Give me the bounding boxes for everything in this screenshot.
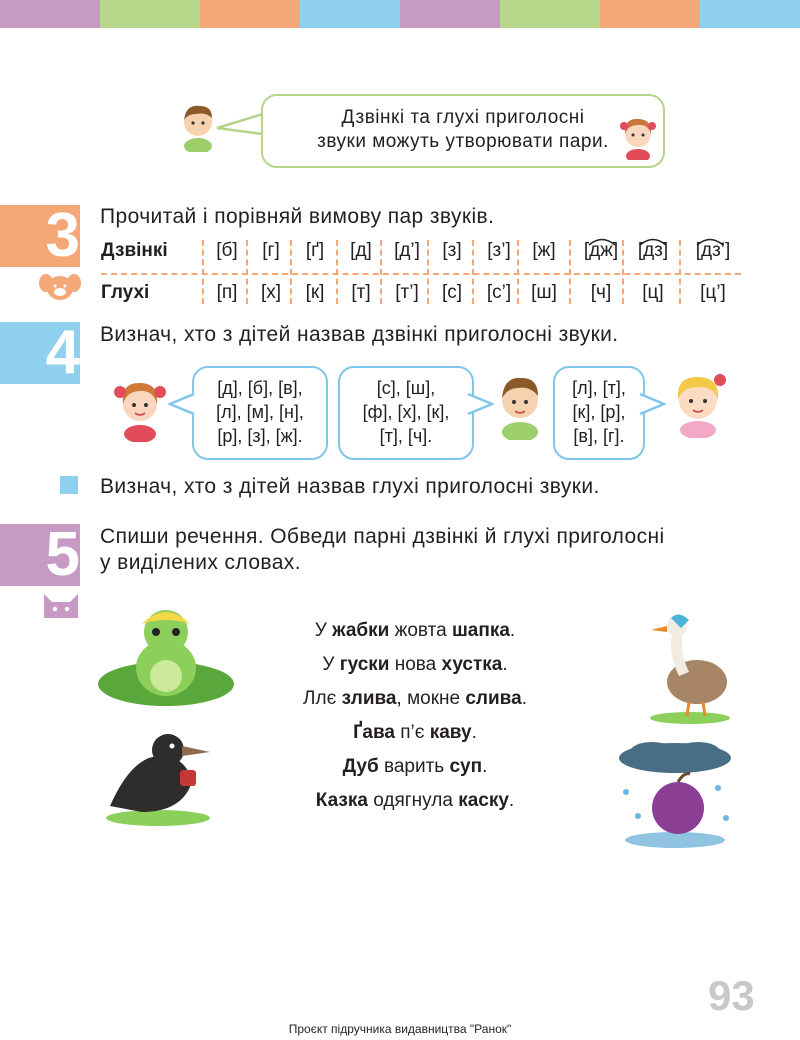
voiceless-sound-cell: [с’] <box>486 282 512 303</box>
sentence-text: . <box>502 654 508 675</box>
voiceless-sound-cell: [ч] <box>590 282 612 303</box>
voiced-label: Дзвінкі <box>101 240 168 261</box>
highlighted-word: Дуб <box>342 756 379 777</box>
voiced-sound-cell: [ж] <box>532 240 556 261</box>
voiceless-sound-cell: [т’] <box>395 282 419 303</box>
girl-illustration <box>618 112 658 160</box>
girl-right-illustration <box>664 366 734 438</box>
voiceless-sound-cell: [т] <box>351 282 371 303</box>
girl-left-illustration <box>112 370 168 442</box>
boy-illustration <box>178 100 218 152</box>
sentence-line <box>235 688 595 710</box>
footer-text: Проєкт підручника видавництва "Ранок" <box>288 1022 512 1036</box>
top-bar-segment <box>700 0 800 28</box>
bubble-3-text: [л], [т], [к], [р], [в], [г]. <box>572 378 626 446</box>
bubble-2-text: [с], [ш], [ф], [х], [к], [т], [ч]. <box>362 378 450 446</box>
sentence-text: п’є <box>394 722 430 743</box>
bubble-3-tail <box>638 392 666 416</box>
highlighted-word: Ґава <box>353 722 395 743</box>
bubble-tail <box>215 112 265 138</box>
sentence-line <box>235 620 595 642</box>
sentence-line <box>235 756 595 778</box>
affricate-arc-mark <box>638 236 668 246</box>
sentence-text: . <box>509 620 516 641</box>
sentence-text: . <box>521 688 527 709</box>
table-column-divider <box>569 240 571 304</box>
sentence-text: Ллє <box>303 688 342 709</box>
speech-bubble-1 <box>192 366 328 460</box>
table-column-divider <box>380 240 382 304</box>
task-3-instruction: Прочитай і порівняй вимову пар звуків. <box>100 205 495 228</box>
sentence-line <box>235 790 595 812</box>
task-4-extra-marker <box>60 476 78 494</box>
top-bar-segment <box>100 0 200 28</box>
task-5-number: 5 <box>45 520 80 589</box>
top-color-bar <box>0 0 800 28</box>
task-4-extra-instruction: Визнач, хто з дітей назвав глухі приголосні звуки. <box>100 475 600 498</box>
task-4-number: 4 <box>45 318 80 387</box>
voiced-sound-cell: [з’] <box>487 240 511 261</box>
sentence-text: нова <box>389 654 442 675</box>
table-column-divider <box>246 240 248 304</box>
crow-illustration <box>102 726 217 826</box>
top-bar-segment <box>500 0 600 28</box>
sentence-text: У <box>322 654 340 675</box>
task-5-instruction-line1: Спиши речення. Обведи парні дзвінкі й глухі приголосні <box>100 525 665 548</box>
task-5-instruction-line2: у виділених словах. <box>100 551 301 574</box>
rain-cloud-plum-illustration <box>614 742 736 850</box>
voiceless-sound-cell: [ц] <box>642 282 664 303</box>
voiced-sound-cell: [б] <box>216 240 238 261</box>
table-column-divider <box>336 240 338 304</box>
boy-middle-illustration <box>492 368 548 440</box>
task-4-instruction: Визнач, хто з дітей назвав дзвінкі приголосні звуки. <box>100 323 619 346</box>
voiceless-sound-cell: [х] <box>260 282 282 303</box>
sentence-text: варить <box>378 756 450 777</box>
table-column-divider <box>679 240 681 304</box>
highlighted-word: суп <box>449 756 483 777</box>
highlighted-word: жабки <box>332 620 390 641</box>
rule-text: Дзвінкі та глухі приголосні звуки можуть утворювати пари. <box>317 107 609 152</box>
voiced-sound-cell: [ґ] <box>305 240 325 261</box>
voiceless-label: Глухі <box>101 282 150 303</box>
top-bar-segment <box>0 0 100 28</box>
frog-illustration <box>96 598 236 710</box>
table-column-divider <box>202 240 204 304</box>
sentence-text: , мокне <box>396 688 466 709</box>
voiceless-sound-cell: [с] <box>441 282 463 303</box>
sentence-text: . <box>471 722 477 743</box>
sentence-line <box>235 654 595 676</box>
sentence-text: . <box>482 756 488 777</box>
table-row-divider <box>101 273 741 275</box>
speech-bubble-3 <box>553 366 645 460</box>
voiced-sound-cell: [д] <box>350 240 372 261</box>
sentence-text: . <box>508 790 515 811</box>
sentence-line <box>235 722 595 744</box>
sentence-text: жовта <box>389 620 452 641</box>
voiceless-sound-cell: [к] <box>305 282 325 303</box>
highlighted-word: Казка <box>315 790 368 811</box>
highlighted-word: каву <box>429 722 472 743</box>
speech-bubble-2 <box>338 366 474 460</box>
table-column-divider <box>472 240 474 304</box>
voiceless-sound-cell: [п] <box>216 282 238 303</box>
voiceless-sound-cell: [ш] <box>531 282 557 303</box>
top-bar-segment <box>300 0 400 28</box>
voiced-sound-cell: [дз] <box>637 240 669 261</box>
affricate-arc-mark <box>695 236 725 246</box>
task-3-number: 3 <box>45 201 80 270</box>
bubble-1-text: [д], [б], [в], [л], [м], [н], [р], [з], [ж]. <box>216 378 304 446</box>
highlighted-word: злива <box>341 688 397 709</box>
voiced-sound-cell: [г] <box>262 240 280 261</box>
voiced-sound-cell: [дж] <box>583 240 619 261</box>
top-bar-segment <box>400 0 500 28</box>
page-number: 93 <box>708 972 755 1019</box>
dog-icon <box>38 268 82 304</box>
highlighted-word: хустка <box>441 654 503 675</box>
voiced-sound-cell: [дз’] <box>695 240 731 261</box>
bubble-1-tail <box>168 392 196 416</box>
voiced-sound-cell: [з] <box>442 240 462 261</box>
highlighted-word: шапка <box>451 620 510 641</box>
highlighted-word: каску <box>458 790 509 811</box>
goose-illustration <box>645 612 735 724</box>
sentence-text: У <box>314 620 333 641</box>
rule-bubble <box>261 94 665 168</box>
top-bar-segment <box>600 0 700 28</box>
highlighted-word: слива <box>465 688 522 709</box>
affricate-arc-mark <box>587 236 617 246</box>
voiced-sound-cell: [д’] <box>394 240 420 261</box>
table-column-divider <box>290 240 292 304</box>
sentence-text: одягнула <box>367 790 459 811</box>
top-bar-segment <box>200 0 300 28</box>
voiceless-sound-cell: [ц’] <box>700 282 726 303</box>
highlighted-word: гуски <box>339 654 390 675</box>
bubble-2-tail <box>466 392 494 416</box>
cat-icon <box>40 588 82 620</box>
